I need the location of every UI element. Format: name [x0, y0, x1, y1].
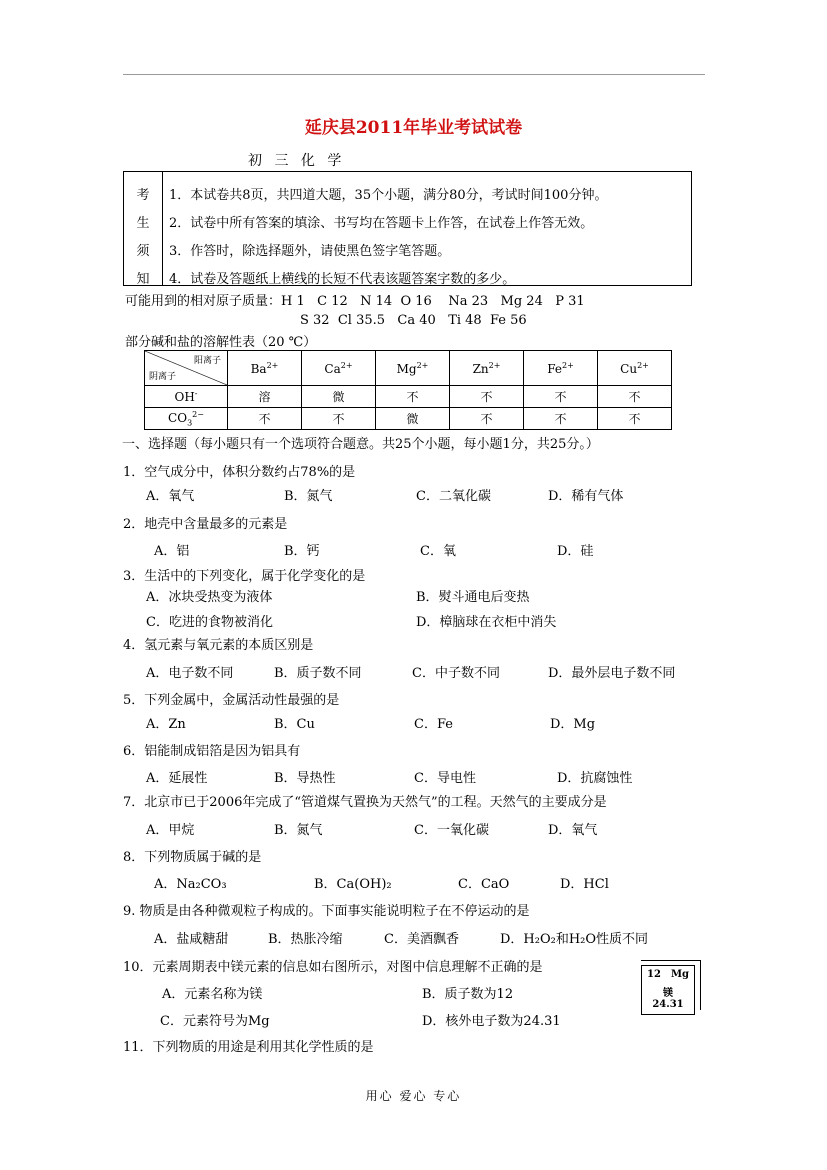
table-cell: 微	[302, 386, 376, 408]
question-option: B．熨斗通电后变热	[416, 590, 530, 605]
anion-header-label: 阴离子	[149, 372, 177, 382]
table-cell: 微	[376, 408, 450, 430]
question-option: A．Zn	[146, 717, 186, 732]
atomic-mass-line: 可能用到的相对原子质量：H 1 C 12 N 14 O 16 Na 23 Mg 24 P 31	[125, 294, 585, 309]
table-cell: 溶	[228, 386, 302, 408]
anion-header: $CO_3^{2-}$	[145, 408, 228, 430]
question-option: C．一氧化碳	[414, 823, 489, 838]
question-stem: 1．空气成分中，体积分数约占78%的是	[123, 465, 356, 480]
question-option: A．Na₂CO₃	[154, 877, 227, 892]
notice-label	[124, 172, 163, 285]
anion-header: OH-	[145, 386, 228, 408]
question-option: A．甲烷	[146, 823, 195, 838]
header-rule	[123, 74, 705, 75]
question-option: C．氧	[420, 544, 456, 559]
question-option: C．吃进的食物被消化	[146, 615, 273, 630]
element-card-mg	[641, 960, 703, 1016]
table-cell: 不	[228, 408, 302, 430]
question-stem: 3．生活中的下列变化，属于化学变化的是	[123, 569, 366, 584]
question-stem: 7．北京市已于2006年完成了“管道煤气置换为天然气”的工程。天然气的主要成分是	[123, 795, 607, 810]
section-heading: 一、选择题（每小题只有一个选项符合题意。共25个小题，每小题1分，共25分。）	[122, 437, 599, 452]
atomic-mass-line: S 32 Cl 35.5 Ca 40 Ti 48 Fe 56	[300, 313, 527, 328]
exam-subtitle: 初 三 化 学	[248, 153, 346, 169]
table-cell: 不	[524, 408, 598, 430]
page-footer: 用心 爱心 专心	[365, 1089, 462, 1103]
table-row	[145, 408, 672, 430]
question-option: D．Mg	[550, 717, 596, 732]
table-cell: 不	[524, 386, 598, 408]
question-option: C．导电性	[414, 771, 476, 786]
table-cell: 不	[450, 386, 524, 408]
cation-header: $Fe^{2+}$	[524, 351, 598, 386]
table-row	[145, 386, 672, 408]
question-option: B．氮气	[284, 489, 333, 504]
question-option: B．导热性	[274, 771, 336, 786]
notice-line: 4．试卷及答题纸上横线的长短不代表该题答案字数的多少。	[169, 272, 516, 287]
element-symbol: Mg	[670, 969, 689, 980]
question-option: B．Cu	[274, 717, 315, 732]
table-cell: 不	[450, 408, 524, 430]
notice-label-char: 考	[136, 188, 150, 203]
question-option: D．硅	[557, 544, 594, 559]
question-option: D．HCl	[560, 877, 609, 892]
table-cell: 不	[302, 408, 376, 430]
question-option: A．电子数不同	[146, 666, 234, 681]
question-option: D．樟脑球在衣柜中消失	[416, 615, 557, 630]
question-option: C．Fe	[414, 717, 453, 732]
solubility-table	[144, 350, 672, 430]
question-option: B．热胀冷缩	[268, 932, 343, 947]
question-option: A．氧气	[146, 489, 195, 504]
notice-box	[123, 171, 692, 286]
question-stem: 6．铝能制成铝箔是因为铝具有	[123, 744, 301, 759]
question-stem: 11．下列物质的用途是利用其化学性质的是	[123, 1040, 374, 1055]
cation-header: $Ba^{2+}$	[228, 351, 302, 386]
question-option: D．稀有气体	[548, 489, 624, 504]
question-option: C．中子数不同	[412, 666, 500, 681]
exam-title: 延庆县2011年毕业考试试卷	[304, 118, 523, 138]
question-option: C．二氧化碳	[416, 489, 491, 504]
question-option: A．铝	[154, 544, 190, 559]
table-cell: 不	[598, 386, 672, 408]
question-option: A．元素名称为镁	[162, 987, 263, 1002]
question-stem: 10．元素周期表中镁元素的信息如右图所示，对图中信息理解不正确的是	[123, 960, 543, 975]
table-cell: 不	[376, 386, 450, 408]
question-option: A．盐咸糖甜	[154, 932, 229, 947]
element-mass: 24.31	[652, 999, 684, 1010]
notice-line: 1．本试卷共8页，共四道大题，35个小题，满分80分，考试时间100分钟。	[169, 188, 608, 203]
cation-header: $Cu^{2+}$	[598, 351, 672, 386]
question-option: B．质子数不同	[274, 666, 362, 681]
cation-header: $Mg^{2+}$	[376, 351, 450, 386]
element-name: 镁	[663, 988, 673, 999]
question-option: B．Ca(OH)₂	[314, 877, 392, 892]
element-number: 12	[647, 969, 661, 980]
cation-header: $Zn^{2+}$	[450, 351, 524, 386]
table-corner-cell	[145, 351, 228, 386]
solubility-caption: 部分碱和盐的溶解性表（20 ℃）	[125, 335, 317, 350]
table-cell: 不	[598, 408, 672, 430]
notice-line: 3．作答时，除选择题外，请使黑色签字笔答题。	[169, 244, 451, 259]
question-stem: 8．下列物质属于碱的是	[123, 850, 262, 865]
question-option: A．冰块受热变为液体	[146, 590, 273, 605]
notice-label-char: 知	[136, 272, 150, 287]
notice-line: 2．试卷中所有答案的填涂、书写均在答题卡上作答，在试卷上作答无效。	[169, 216, 594, 231]
question-stem: 5．下列金属中，金属活动性最强的是	[123, 693, 340, 708]
question-stem: 9. 物质是由各种微观粒子构成的。下面事实能说明粒子在不停运动的是	[123, 904, 530, 919]
question-stem: 4．氢元素与氧元素的本质区别是	[123, 638, 314, 653]
question-option: C．美酒飘香	[384, 932, 459, 947]
question-option: D．核外电子数为24.31	[422, 1014, 561, 1029]
question-option: B．氮气	[274, 823, 323, 838]
cation-header: $Ca^{2+}$	[302, 351, 376, 386]
question-option: C．元素符号为Mg	[160, 1014, 270, 1029]
question-option: D．最外层电子数不同	[548, 666, 676, 681]
notice-label-char: 须	[136, 244, 150, 259]
question-option: D．H₂O₂和H₂O性质不同	[500, 932, 649, 947]
question-option: C．CaO	[458, 877, 510, 892]
question-option: A．延展性	[146, 771, 208, 786]
question-stem: 2．地壳中含量最多的元素是	[123, 517, 288, 532]
cation-header-label: 阳离子	[193, 356, 221, 366]
question-option: B．钙	[284, 544, 320, 559]
question-option: D．抗腐蚀性	[557, 771, 633, 786]
question-option: D．氧气	[548, 823, 598, 838]
notice-label-char: 生	[136, 216, 150, 231]
question-option: B．质子数为12	[422, 987, 514, 1002]
